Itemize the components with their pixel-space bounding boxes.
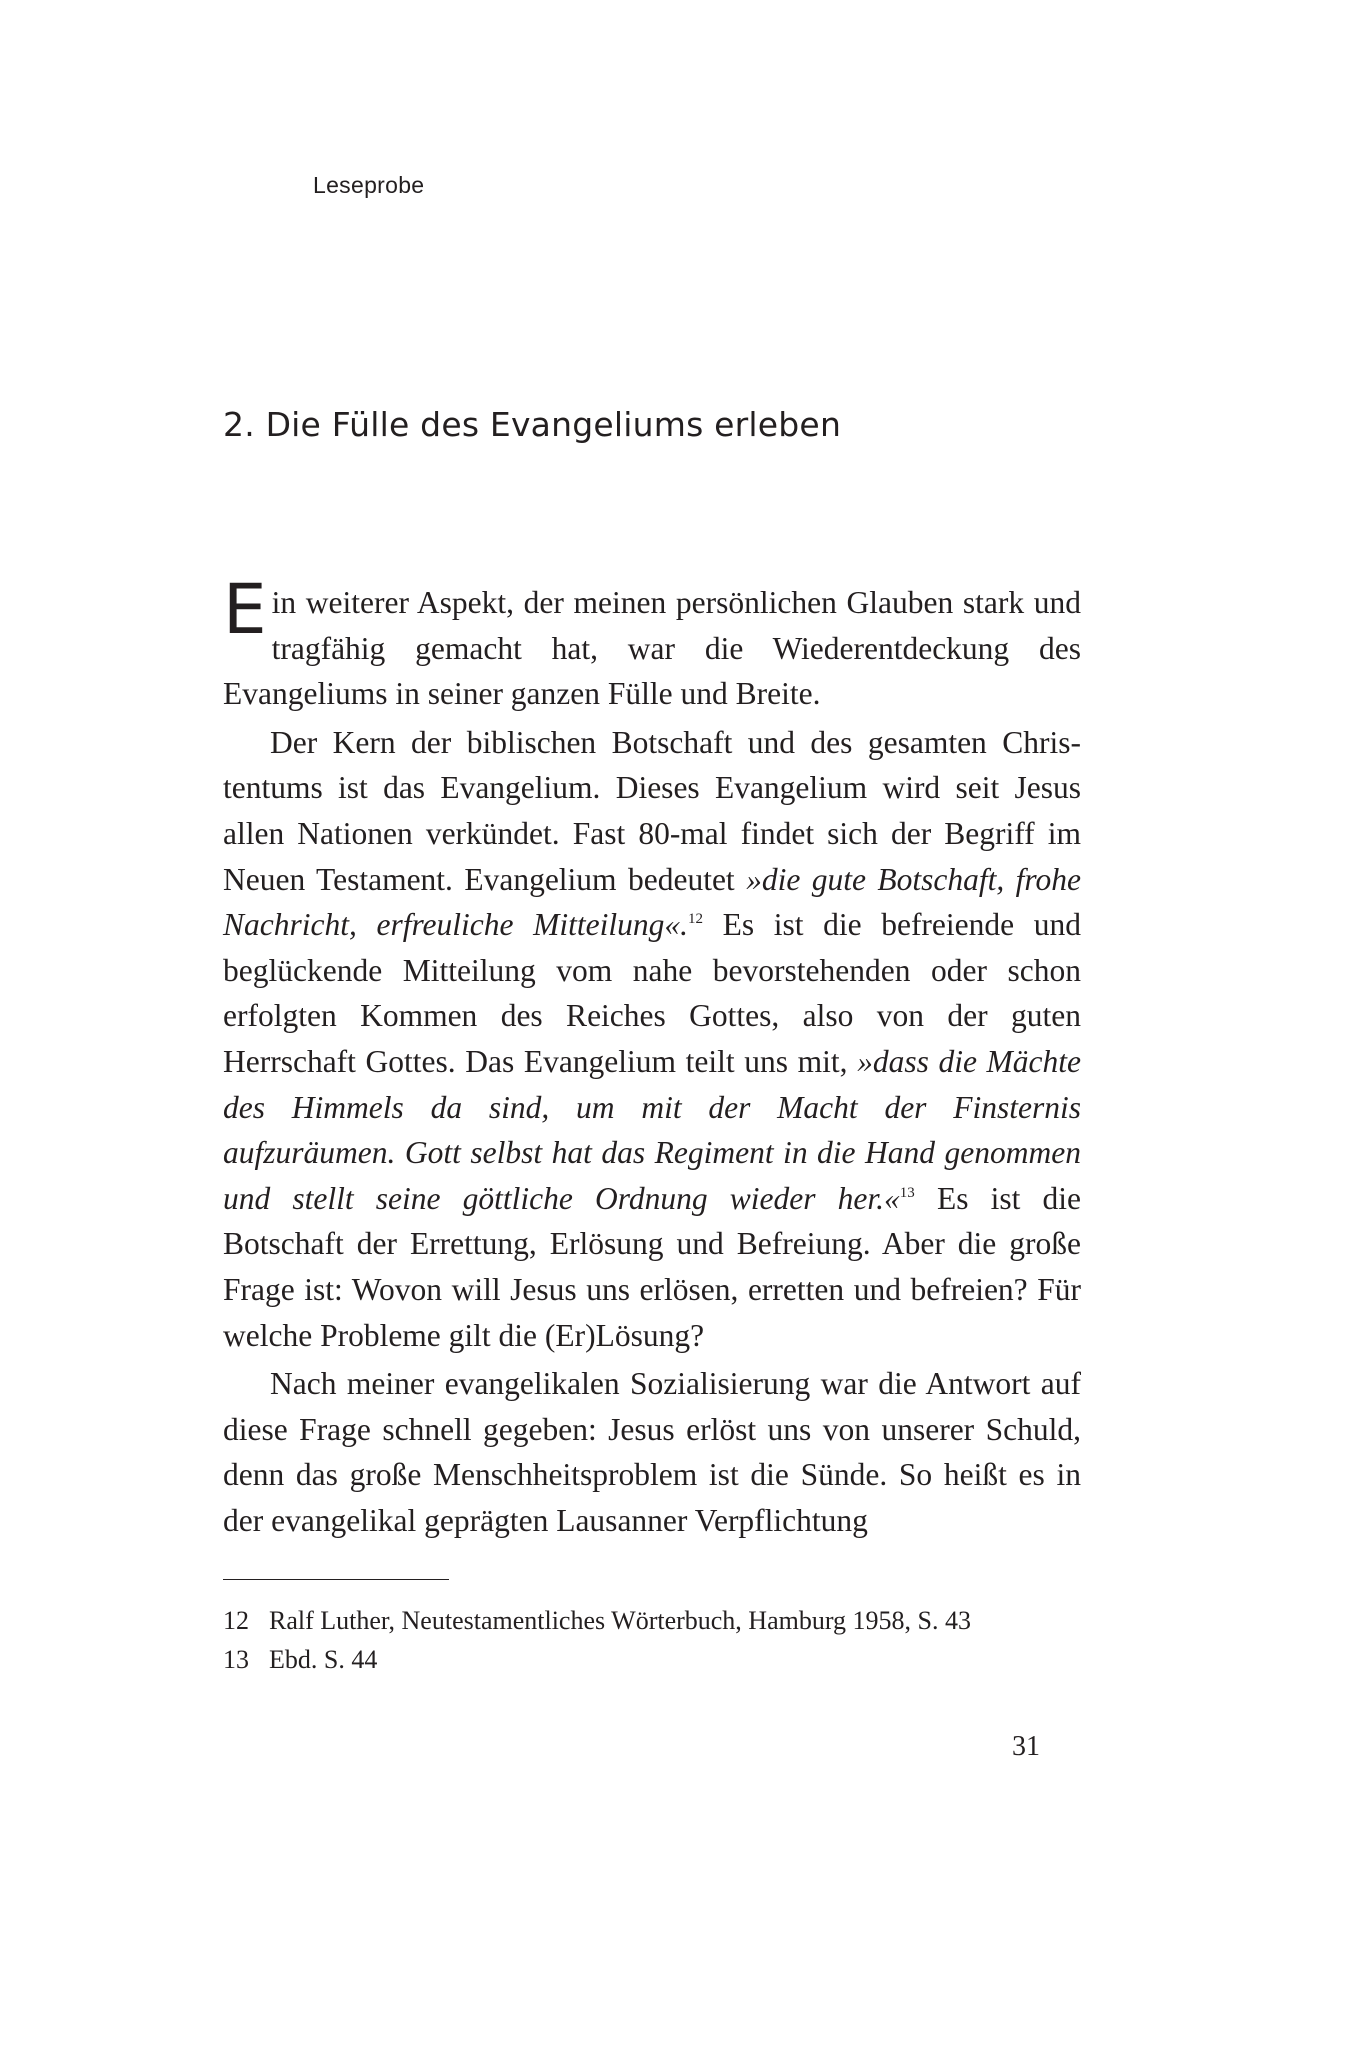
footnote-item [223,1601,1083,1640]
footnote-number: 13 [223,1645,249,1674]
footnote-ref-13[interactable]: 13 [899,1184,915,1201]
chapter-title: 2. Die Fülle des Evangeliums erleben [223,405,842,444]
footnote-divider [223,1579,449,1580]
paragraph-3: Nach meiner evangelikalen Sozialisierung war die Antwort auf diese Frage schnell gegeben: Jesus erlöst uns von unserer Schuld, denn das große Menschheitsproblem ist die Sünde. So heißt es in der evangelikal geprägten Lausanner Verpflichtung [223,1366,1081,1538]
footnote-item [223,1640,1083,1679]
drop-cap: E [223,570,267,650]
footnote-number: 12 [223,1606,249,1635]
footnote-text: Ebd. S. 44 [269,1645,378,1674]
running-header: Leseprobe [313,172,425,198]
paragraph-2-text-a: Der Kern der biblischen Botschaft und des gesamten Christentums ist das Evangelium. Dieses Evangelium wird seit Jesus allen Nationen verkündet. Fast 80-mal findet sich der Begriff im Neuen Testament. Evangelium bedeutet [223,724,1081,897]
paragraph-1-text: in weiterer Aspekt, der meinen persönlichen Glauben stark und tragfähig gemacht hat, war die Wiederentdeckung des Evangeliums in seiner ganzen Fülle und Breite. [223,585,1081,712]
paragraph-2 [223,720,1081,1358]
quote-2: »dass die Mächte des Himmels da sind, um mit der Macht der Finsternis aufzuräumen. Gott selbst hat das Regiment in die Hand genommen und stellt seine göttliche Ordnung wieder her.« [223,1043,1081,1216]
paragraph-2-text-b: Es ist die befreiende und beglückende Mitteilung vom nahe bevorstehenden oder schon erfolgten Kommen des Reiches Gottes, also von der guten Herrschaft Gottes. Das Evangelium teilt uns mit, [223,907,1081,1079]
paragraph-2-text-c: Es ist die Botschaft der Errettung, Erlösung und Befreiung. Aber die große Frage ist: Wovon will Jesus uns erlösen, erretten und befreien? Für welche Probleme gilt die (Er)Lösung? [223,1180,1081,1353]
footnote-text: Ralf Luther, Neutestamentliches Wörterbuch, Hamburg 1958, S. 43 [269,1606,971,1635]
footnote-ref-12[interactable]: 12 [687,911,703,928]
quote-1: »die gute Botschaft, frohe Nachricht, erfreuliche Mitteilung«. [223,861,1081,943]
paragraph-1 [223,570,1081,717]
body-text [223,570,1081,1543]
footnotes [223,1601,1083,1679]
page-number: 31 [1012,1731,1040,1762]
